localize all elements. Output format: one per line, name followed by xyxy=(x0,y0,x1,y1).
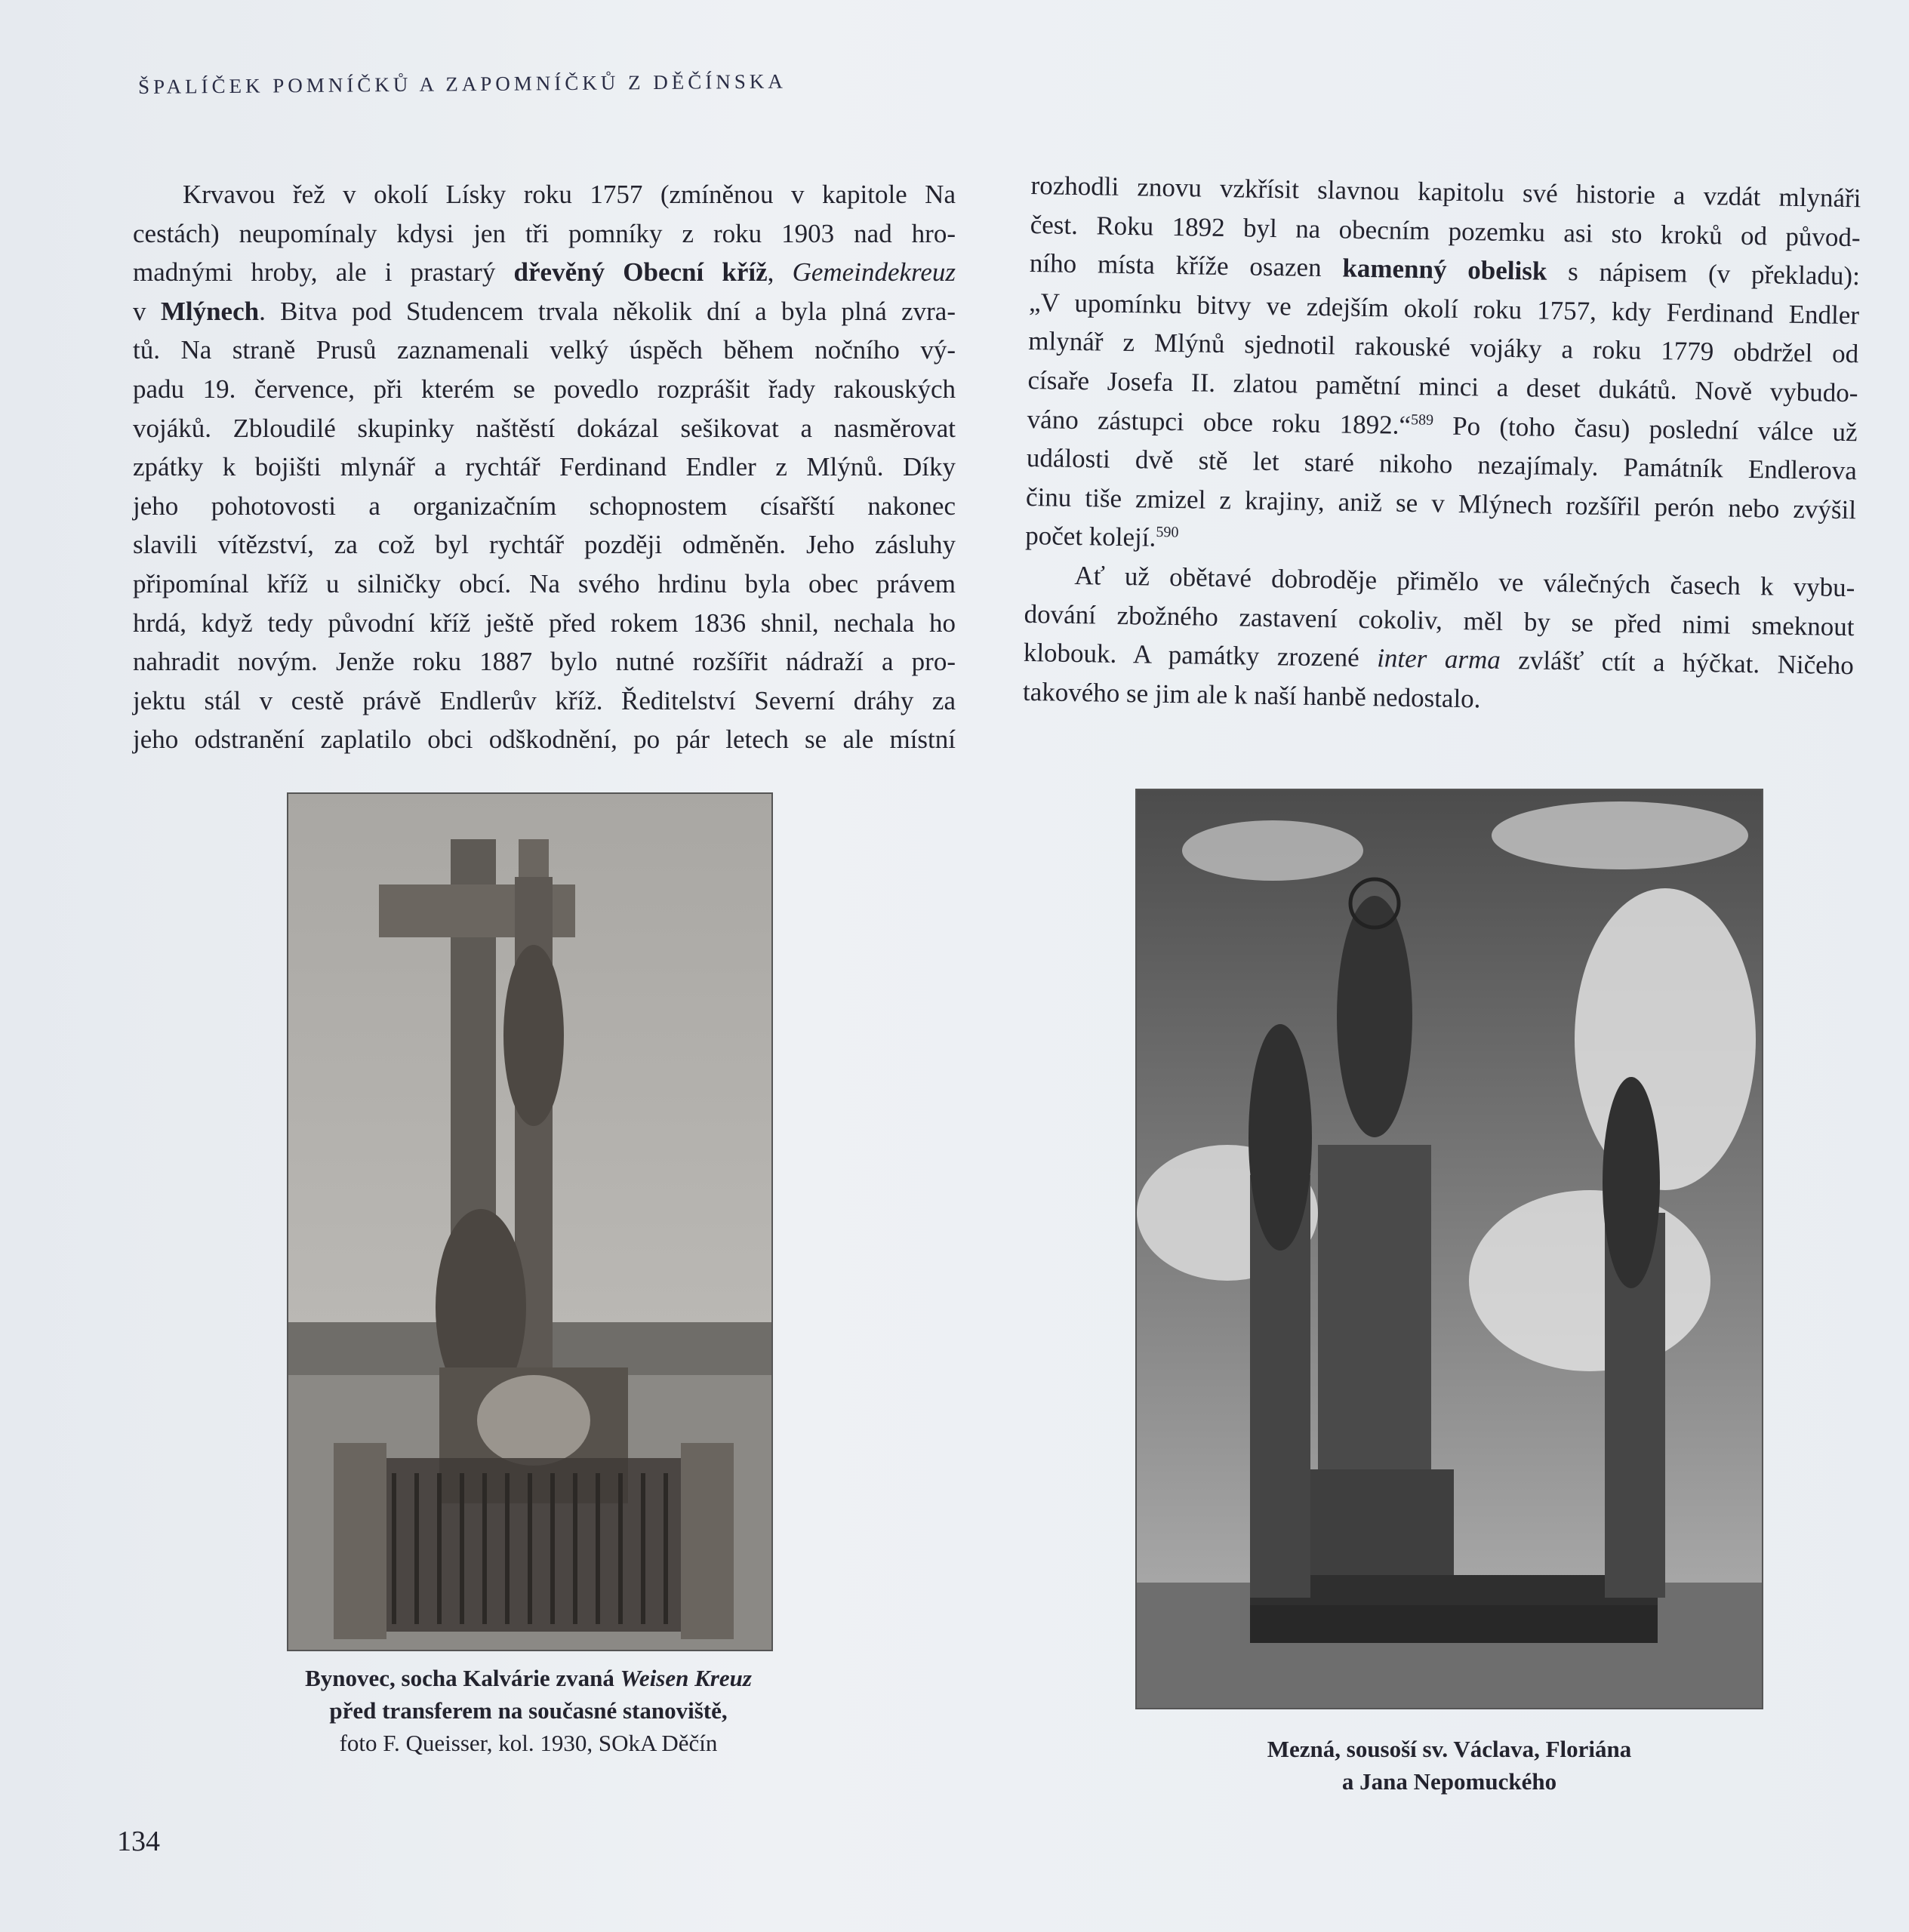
text-segment: zpátky k bojišti mlynář a rychtář Ferdinand Endler z Mlýnů. Díky xyxy=(133,452,956,482)
text-segment: Krvavou řež v okolí Lísky roku 1757 (zmíněnou v kapitole Na xyxy=(183,180,956,209)
text-line xyxy=(133,720,956,759)
text-line xyxy=(133,175,956,214)
text-segment: jeho odstranění zaplatilo obci odškodnění, po pár letech se ale místní xyxy=(133,724,956,755)
running-head: ŠPALÍČEK POMNÍČKŮ A ZAPOMNÍČKŮ Z DĚČÍNSKA xyxy=(137,69,787,98)
text-segment: čest. Roku 1892 byl na obecním pozemku asi sto kroků od původ- xyxy=(1030,209,1861,252)
photo-calvary-cross xyxy=(287,792,773,1651)
text-line xyxy=(133,681,956,721)
footnote-ref: 589 xyxy=(1410,411,1434,429)
text-segment: klobouk. A památky zrozené xyxy=(1023,638,1378,673)
text-segment: „V upomínku bitvy ve zdejším okolí roku 1757, kdy Ferdinand Endler xyxy=(1028,287,1860,331)
text-segment: váno zástupci obce roku 1892.“ xyxy=(1027,404,1412,440)
caption-italic-name: Weisen Kreuz xyxy=(620,1665,752,1691)
text-segment: události dvě stě let staré nikoho nezajímaly. Památník Endlerova xyxy=(1026,443,1858,486)
text-segment: rozhodli znovu vzkřísit slavnou kapitolu své historie a vzdát mlynáři xyxy=(1030,170,1861,214)
bold-term: dřevěný Obecní kříž xyxy=(513,257,768,288)
photo-statue-group xyxy=(1135,789,1763,1709)
text-segment: císaře Josefa II. zlatou pamětní minci a deset dukátů. Nově vybudo- xyxy=(1027,365,1858,408)
photo-caption-right xyxy=(1178,1733,1721,1798)
text-segment: v xyxy=(133,296,161,326)
text-segment: vojáků. Zbloudilé skupinky naštěstí dokázal sešikovat a nasměrovat xyxy=(133,413,956,443)
text-line xyxy=(133,253,956,292)
photo-caption-left xyxy=(249,1662,808,1759)
text-line xyxy=(133,370,956,409)
caption-text: Bynovec, socha Kalvárie zvaná xyxy=(305,1665,620,1691)
text-segment: zvlášť ctít a hýčkat. Ničeho xyxy=(1500,645,1855,681)
bold-term: kamenný obelisk xyxy=(1342,253,1547,286)
footnote-ref: 590 xyxy=(1156,524,1179,541)
text-segment: slavili vítězství, za což byl rychtář později odměněn. Jeho zásluhy xyxy=(133,530,956,560)
text-column-left xyxy=(133,175,956,759)
text-segment: ního místa kříže osazen xyxy=(1029,248,1343,283)
text-segment: nahradit novým. Jenže roku 1887 bylo nutné rozšířit nádraží a pro- xyxy=(133,647,956,677)
text-line xyxy=(133,292,956,331)
text-segment: Ať už obětavé dobroděje přimělo ve válečných časech k vybu- xyxy=(1074,560,1855,603)
text-segment: dování zbožného zastavení cokoliv, měl by se před nimi smeknout xyxy=(1024,598,1855,641)
text-segment: jektu stál v cestě právě Endlerův kříž. Ředitelství Severní dráhy za xyxy=(133,685,956,715)
text-segment: počet kolejí. xyxy=(1024,521,1156,552)
text-line xyxy=(133,331,956,370)
text-segment: mlynář z Mlýnů sjednotil rakouské vojáky a roku 1779 obdržel od xyxy=(1028,326,1859,369)
page-number: 134 xyxy=(117,1826,160,1857)
bold-term: Mlýnech xyxy=(160,296,260,326)
text-line xyxy=(133,409,956,448)
text-segment: činu tiše zmizel z krajiny, aniž se v Mlýnech rozšířil perón nebo zvýšil xyxy=(1025,481,1857,525)
caption-text: a Jana Nepomuckého xyxy=(1341,1768,1557,1795)
text-segment: tů. Na straně Prusů zaznamenali velký úspěch během nočního vý- xyxy=(133,335,956,365)
text-segment: . Bitva pod Studencem trvala několik dní a byla plná zvra- xyxy=(259,296,956,326)
text-segment: Po (toho času) poslední válce už xyxy=(1433,410,1858,447)
text-segment: připomínal kříž u silničky obcí. Na svého hrdinu byla obec právem xyxy=(133,568,956,598)
text-line xyxy=(133,525,956,565)
text-segment: hrdá, když tedy původní kříž ještě před rokem 1836 shnil, nechala ho xyxy=(133,608,956,638)
text-line xyxy=(133,604,956,643)
italic-term: Gemeindekreuz xyxy=(792,257,956,288)
text-segment: padu 19. července, při kterém se povedlo rozprášit řady rakouských xyxy=(133,374,956,404)
text-segment: madnými hroby, ale i prastarý xyxy=(133,257,514,288)
caption-text: před transferem na současné stanoviště, xyxy=(329,1697,728,1724)
text-line xyxy=(133,565,956,604)
text-line xyxy=(133,448,956,487)
text-segment: , xyxy=(767,257,793,288)
text-column-right xyxy=(1023,166,1861,724)
caption-text: Mezná, sousoší sv. Václava, Floriána xyxy=(1267,1736,1632,1762)
text-segment: s nápisem (v překladu): xyxy=(1547,256,1861,291)
text-line xyxy=(133,214,956,254)
italic-term: inter arma xyxy=(1376,643,1501,675)
text-line xyxy=(133,487,956,526)
caption-credit: foto F. Queisser, kol. 1930, SOkA Děčín xyxy=(339,1730,718,1756)
text-segment: jeho pohotovosti a organizačním schopnostem císařští nakonec xyxy=(133,491,956,521)
text-segment: cestách) neupomínaly kdysi jen tři pomníky z roku 1903 nad hro- xyxy=(133,218,956,248)
text-segment: takového se jim ale k naší hanbě nedostalo. xyxy=(1022,676,1481,714)
text-line xyxy=(133,642,956,681)
